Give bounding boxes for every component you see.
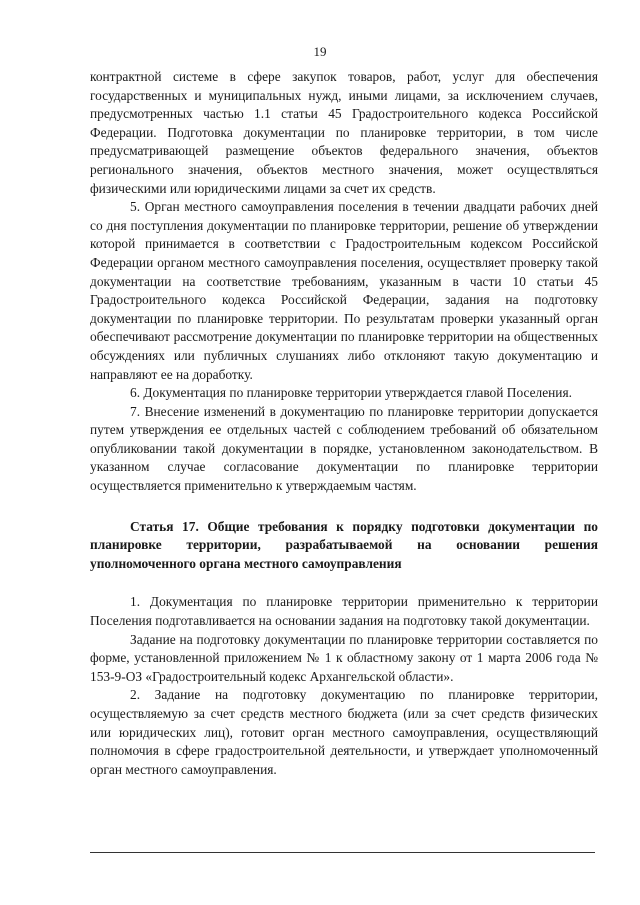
document-body bbox=[90, 68, 598, 779]
paragraph-article-item-1: 1. Документация по планировке территории применительно к территории Поселения подготавливается на основании задания на подготовку такой документации. bbox=[90, 594, 598, 629]
page-number: 19 bbox=[313, 44, 327, 59]
footer-divider bbox=[90, 852, 595, 853]
paragraph-item-5: 5. Орган местного самоуправления поселения в течении двадцати рабочих дней со дня поступления документации по планировке территории, решение об утверждении которой принимается в соответствии с Градостроительным кодексом Российской Федерации органом местного самоуправления поселения, осуществляет проверку такой документации на соответствие требованиям, указанным в части 10 статьи 45 Градостроительного кодекса Российской Федерации, задания на подготовку документации по планировке территории. По результатам проверки указанный орган обеспечивают рассмотрение документации по планировке территории на общественных обсуждениях или публичных слушаниях либо отклоняют такую документацию и направляют ее на доработку. bbox=[90, 199, 598, 382]
paragraph-assignment-form: Задание на подготовку документации по планировке территории составляется по форме, установленной приложением № 1 к областному закону от 1 марта 2006 года № 153-9-ОЗ «Градостроительный кодекс Архангельской области». bbox=[90, 631, 598, 684]
paragraph-continuation: контрактной системе в сфере закупок товаров, работ, услуг для обеспечения государственных и муниципальных нужд, иными лицами, за исключением случаев, предусмотренных частью 1.1 статьи 45 Градостроительного кодекса Российской Федерации. Подготовка документации по планировке территории, в том числе предусматривающей размещение объектов федерального значения, объектов регионального значения, объектов местного значения, может осуществляться физическими или юридическими лицами за счет их средств. bbox=[90, 69, 598, 196]
paragraph-item-6: 6. Документация по планировке территории утверждается главой Поселения. bbox=[130, 385, 572, 401]
article-heading: Статья 17. Общие требования к порядку подготовки документации по планировке территории, разрабатываемой на основании решения уполномоченного органа местного самоуправления bbox=[90, 518, 598, 571]
paragraph-item-7: 7. Внесение изменений в документацию по планировке территории допускается путем утверждения ее отдельных частей с соблюдением требований об обязательном опубликовании такой документации в порядке, установленном законодательством. В указанном случае согласование документации по планировке территории осуществляется применительно к утверждаемым частям. bbox=[90, 403, 598, 494]
paragraph-article-item-2: 2. Задание на подготовку документацию по планировке территории, осуществляемую за счет средств местного бюджета (или за счет средств физических или юридических лиц), готовит орган местного самоуправления, осуществляющий полномочия в сфере градостроительной деятельности, и утверждает уполномоченный орган местного самоуправления. bbox=[90, 687, 598, 777]
